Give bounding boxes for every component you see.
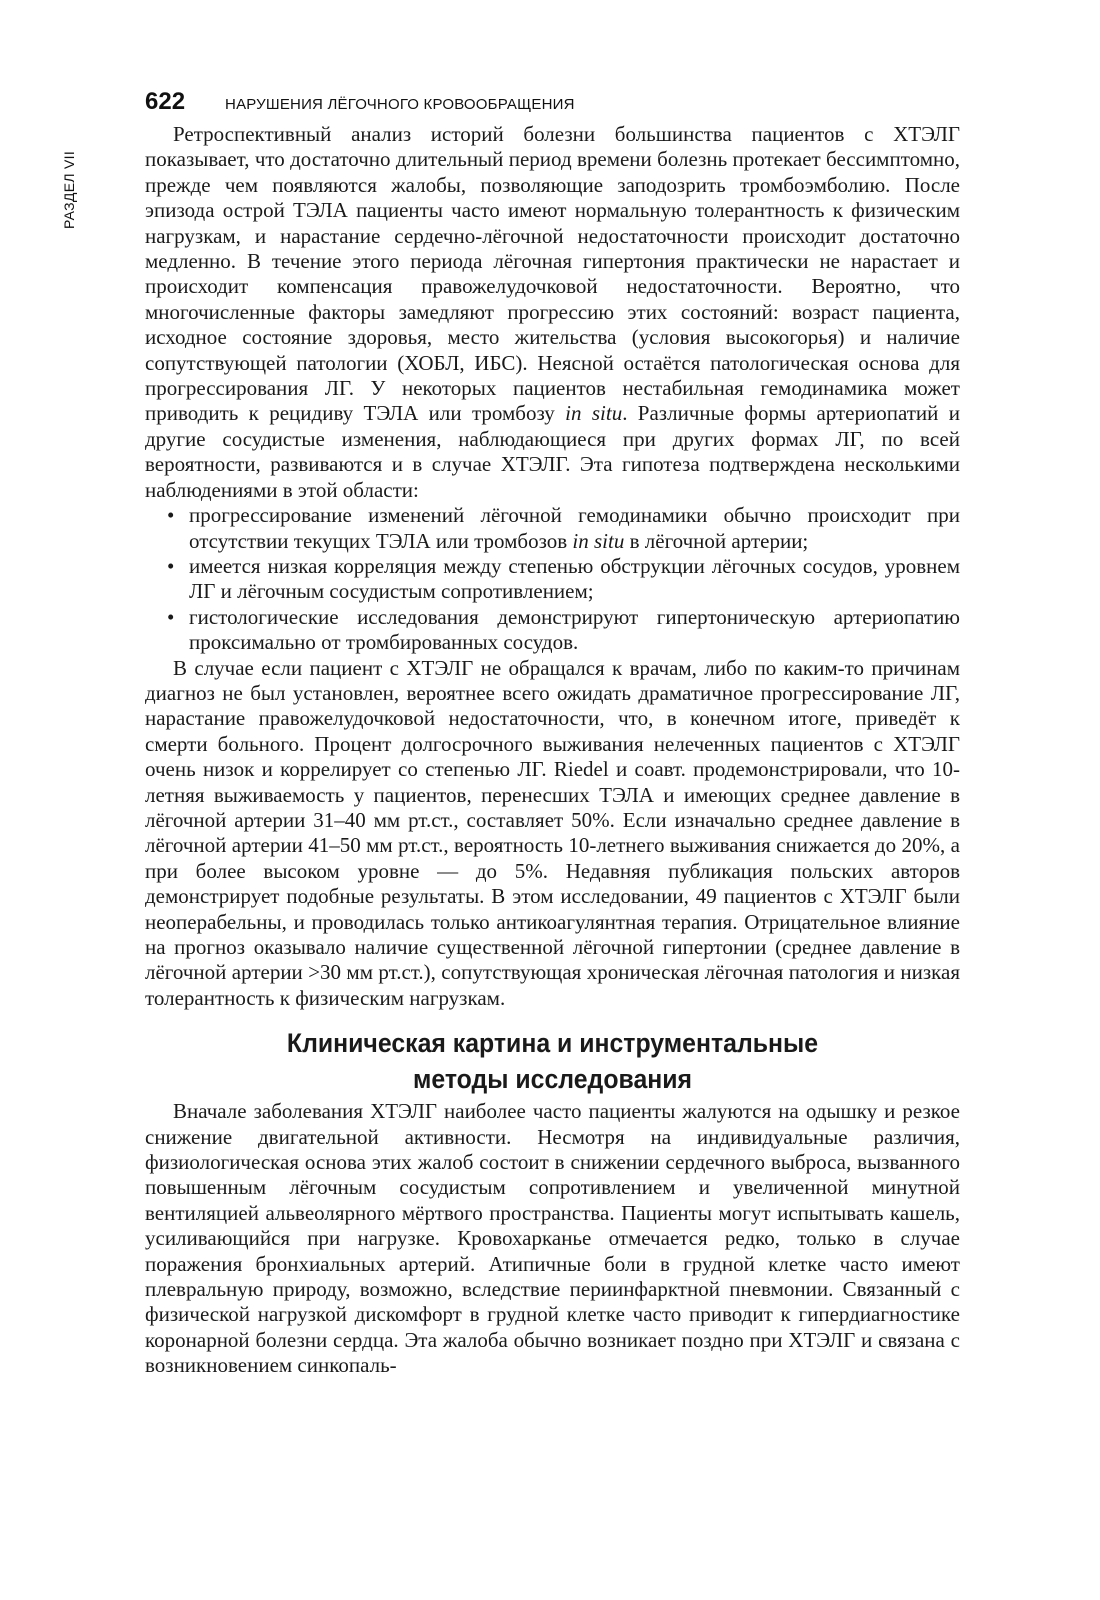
paragraph-text: Ретроспективный анализ историй болезни большинства пациентов с ХТЭЛГ показывает, что достаточно длительный период времени болезнь протекает бессимптомно, прежде чем появляются жалобы, позволяющие заподозрить тромбоэмболию. После эпизода острой ТЭЛА пациенты часто имеют нормальную толерантность к физическим нагрузкам, и нарастание сердечно-лёгочной недостаточности происходит достаточно медленно. В течение этого периода лёгочная гипертония практически не нарастает и происходит компенсация правожелудочковой недостаточности. Вероятно, что многочисленные факторы замедляют прогрессию этих состояний: возраст пациента, исходное состояние здоровья, место жительства (условия высокогорья) и наличие сопутствующей патологии (ХОБЛ, ИБС). Неясной остаётся патологическая основа для прогрессирования ЛГ. У некоторых пациентов нестабильная гемодинамика может приводить к рецидиву ТЭЛА или тромбозу bbox=[145, 122, 960, 426]
paragraph-text: . Различные формы артериопатий и другие сосудистые изменения, наблюдающиеся при других формах ЛГ, по всей вероятности, развиваются и в случае ХТЭЛГ. Эта гипотеза подтверждена несколькими наблюдениями в этой области: bbox=[145, 401, 960, 502]
page-header bbox=[145, 88, 575, 116]
bullet-text: в лёгочной артерии; bbox=[624, 528, 809, 553]
bullet-item: • гистологические исследования демонстрируют гипертоническую артериопатию проксимально от тромбированных сосудов. bbox=[145, 605, 960, 656]
bullet-list bbox=[145, 503, 960, 655]
running-title: НАРУШЕНИЯ ЛЁГОЧНОГО КРОВООБРАЩЕНИЯ bbox=[225, 96, 575, 113]
section-side-tab bbox=[54, 130, 84, 250]
bullet-item: • имеется низкая корреляция между степенью обструкции лёгочных сосудов, уровнем ЛГ и лёгочным сосудистым сопротивлением; bbox=[145, 554, 960, 605]
page-number: 622 bbox=[145, 88, 186, 115]
paragraph bbox=[145, 122, 960, 503]
paragraph: Вначале заболевания ХТЭЛГ наиболее часто пациенты жалуются на одышку и резкое снижение двигательной активности. Несмотря на индивидуальные различия, физиологическая основа этих жалоб состоит в снижении сердечного выброса, вызванного повышенным лёгочным сосудистым сопротивлением и увеличенной минутной вентиляцией альвеолярного мёртвого пространства. Пациенты могут испытывать кашель, усиливающийся при нагрузке. Кровохарканье отмечается редко, только в случае поражения бронхиальных артерий. Атипичные боли в грудной клетке часто имеют плевральную природу, возможно, вследствие периинфарктной пневмонии. Связанный с физической нагрузкой дискомфорт в грудной клетке часто приводит к гипердиагностике коронарной болезни сердца. Эта жалоба обычно возникает поздно при ХТЭЛГ и связана с возникновением синкопаль- bbox=[145, 1099, 960, 1378]
section-heading-line: Клиническая картина и инструментальные bbox=[286, 1028, 819, 1059]
paragraph: В случае если пациент с ХТЭЛГ не обращался к врачам, либо по каким-то причинам диагноз не был установлен, вероятнее всего ожидать драматичное прогрессирование ЛГ, нарастание правожелудочковой недостаточности, что, в конечном итоге, приведёт к смерти больного. Процент долгосрочного выживания нелеченных пациентов с ХТЭЛГ очень низок и коррелирует со степенью ЛГ. Riedel и соавт. продемонстрировали, что 10-летняя выживаемость у пациентов, перенесших ТЭЛА и имеющих среднее давление в лёгочной артерии 31–40 мм рт.ст., составляет 50%. Если изначально среднее давление в лёгочной артерии 41–50 мм рт.ст., вероятность 10-летнего выживания снижается до 20%, а при более высоком уровне — до 5%. Недавняя публикация польских авторов демонстрирует подобные результаты. В этом исследовании, 49 пациентов с ХТЭЛГ были неоперабельны, и проводилась только антикоагулянтная терапия. Отрицательное влияние на прогноз оказывало наличие существенной лёгочной гипертонии (среднее давление в лёгочной артерии >30 мм рт.ст.), сопутствующая хроническая лёгочная патология и низкая толерантность к физическим нагрузкам. bbox=[145, 655, 960, 1010]
italic-term: in situ bbox=[565, 401, 623, 426]
section-side-tab-label: РАЗДЕЛ VII bbox=[61, 150, 77, 230]
bullet-text: прогрессирование изменений лёгочной гемодинамики обычно происходит при отсутствии текущих ТЭЛА или тромбозов bbox=[189, 503, 960, 553]
page-body bbox=[145, 122, 960, 1379]
italic-term: in situ bbox=[572, 528, 625, 553]
bullet-item bbox=[145, 503, 960, 554]
section-heading bbox=[178, 1025, 928, 1097]
section-heading-line: методы исследования bbox=[412, 1064, 693, 1095]
